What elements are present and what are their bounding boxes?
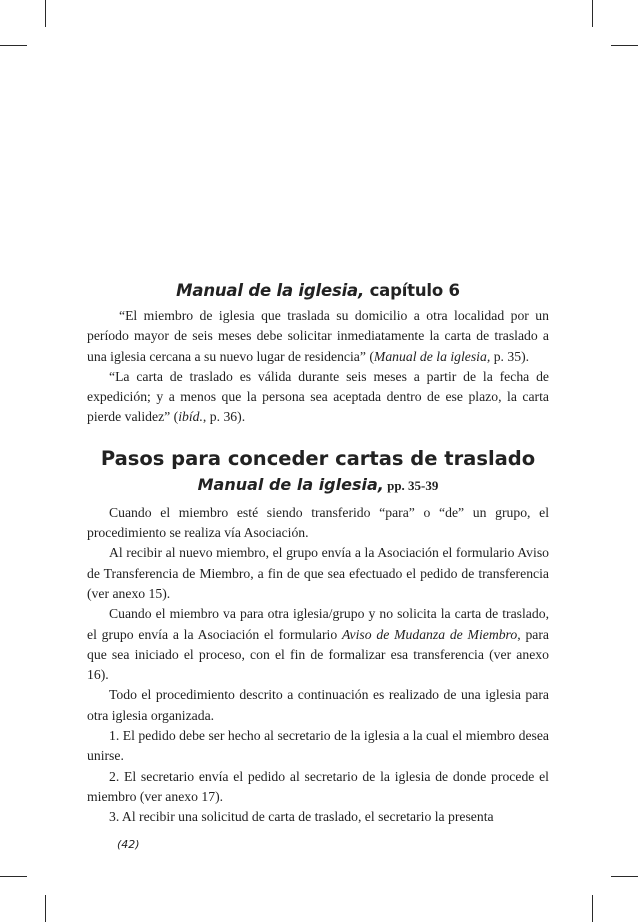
- crop-mark-top-right-vertical: [592, 0, 593, 27]
- quote2-reference: ibíd.: [178, 409, 203, 425]
- paragraph-3: [87, 604, 549, 685]
- title-book-name: Manual de la iglesia,: [176, 281, 365, 300]
- quote2-text: “La carta de traslado es válida durante seis meses a partir de la fecha de expedición; y a menos que la persona sea aceptada dentro de ese plazo, la carta pierde validez” (: [87, 368, 549, 425]
- crop-mark-bottom-left-horizontal: [0, 876, 27, 877]
- title-chapter: capítulo 6: [364, 281, 460, 300]
- step-1: 1. El pedido debe ser hecho al secretario de la iglesia a la cual el miembro desea unirse.: [87, 728, 549, 764]
- form-name: Aviso de Mudanza de Miembro: [341, 626, 518, 642]
- paragraph-3-text-a: Cuando el miembro va para otra iglesia/grupo y no solicita la carta de traslado, el grupo envía a la Asociación el formulario: [87, 606, 549, 642]
- crop-mark-bottom-right-vertical: [592, 895, 593, 922]
- paragraph-3-text-b: , para que sea iniciado el proceso, con el fin de formalizar esa transferencia (ver anexo 16).: [87, 626, 549, 683]
- quote-paragraph-1: [87, 306, 549, 367]
- quote1-reference: Manual de la iglesia,: [373, 348, 491, 364]
- page-number: (42): [117, 838, 140, 851]
- crop-mark-top-left-vertical: [45, 0, 46, 27]
- quote2-page: , p. 36).: [202, 409, 246, 425]
- subtitle-pages: pp. 35-39: [383, 477, 439, 493]
- paragraph-2: Al recibir al nuevo miembro, el grupo envía a la Asociación el formulario Aviso de Transferencia de Miembro, a fin de que sea efectuado el pedido de transferencia (ver anexo 15).: [87, 545, 549, 601]
- quote1-page: p. 35).: [490, 348, 530, 364]
- paragraph-4: Todo el procedimiento descrito a continuación es realizado de una iglesia para otra iglesia organizada.: [87, 687, 549, 723]
- crop-mark-bottom-left-vertical: [45, 895, 46, 922]
- crop-mark-bottom-right-horizontal: [611, 876, 638, 877]
- crop-mark-top-left-horizontal: [0, 45, 27, 46]
- step-3: 3. Al recibir una solicitud de carta de traslado, el secretario la presenta: [109, 809, 494, 825]
- quote-paragraph-2: [87, 367, 549, 428]
- section-title-chapter: [87, 280, 549, 302]
- crop-mark-top-right-horizontal: [611, 45, 638, 46]
- page-content: [87, 280, 549, 828]
- paragraph-1: Cuando el miembro esté siendo transferido “para” o “de” un grupo, el procedimiento se realiza vía Asociación.: [87, 504, 549, 541]
- quote1-text: “El miembro de iglesia que traslada su domicilio a otra localidad por un período mayor de seis meses debe solicitar inmediatamente la carta de traslado a una iglesia cercana a su nuevo lugar de residencia” (: [87, 308, 549, 364]
- step-2: 2. El secretario envía el pedido al secretario de la iglesia de donde procede el miembro (ver anexo 17).: [87, 768, 549, 804]
- section-title-steps: Pasos para conceder cartas de traslado: [100, 446, 536, 470]
- subtitle-book-name: Manual de la iglesia,: [197, 474, 384, 494]
- section-subtitle-reference: [87, 474, 549, 497]
